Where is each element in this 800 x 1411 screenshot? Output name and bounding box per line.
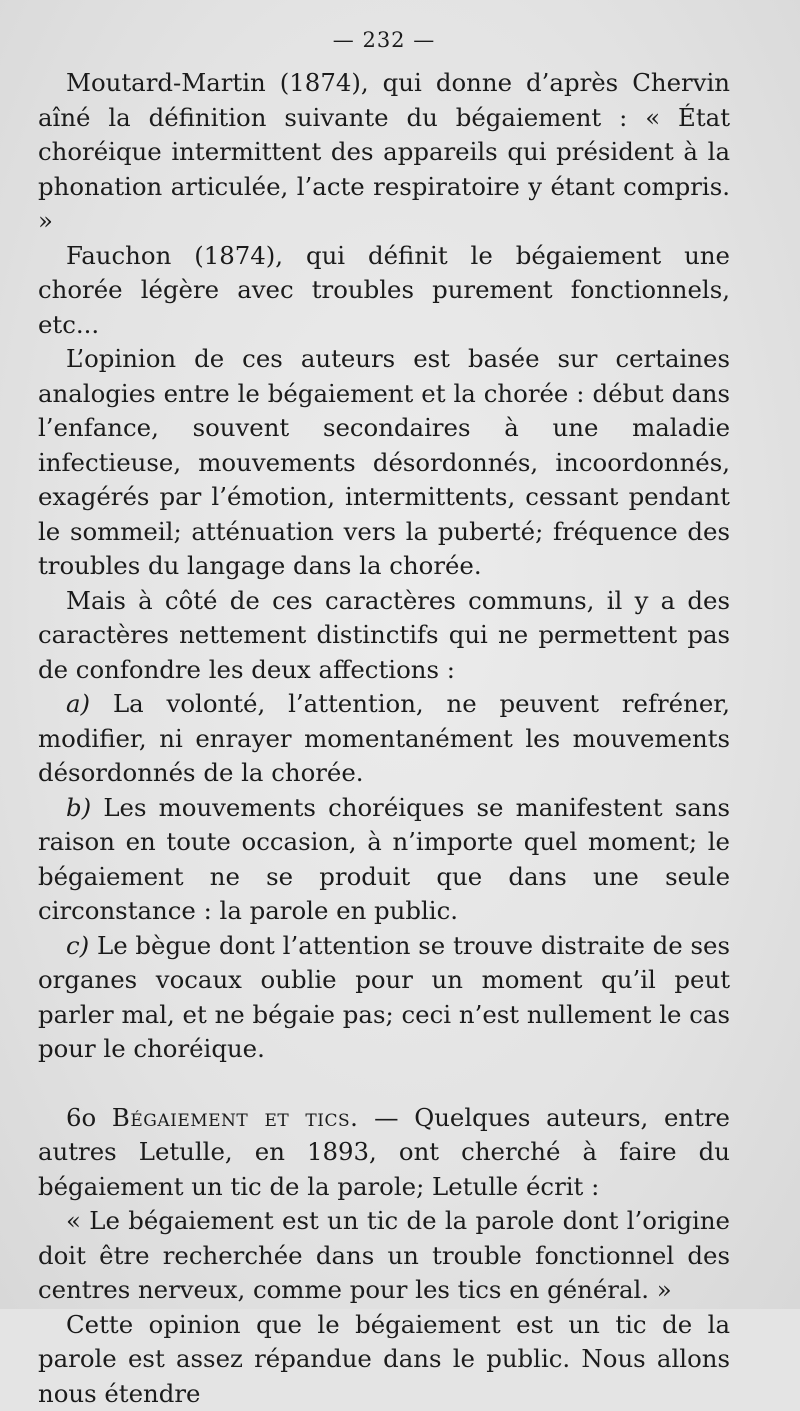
list-marker-c: c) (66, 931, 89, 960)
paragraph-analogies: L’opinion de ces auteurs est basée sur certaines analogies entre le bégaiement et la chorée : début dans l’enfance, souvent secondaires à une maladie infectieuse, mouvements désordonnés, incoordonnés, exagérés par l’émotion, intermittents, cessant pendant le sommeil; atténuation vers la puberté; fréquence des troubles du langage dans la chorée. (38, 342, 730, 584)
list-item-c (38, 929, 730, 1067)
page-number: — 232 — (38, 28, 730, 52)
section-begaiement-et-tics (38, 1101, 730, 1205)
list-marker-b: b) (66, 793, 91, 822)
section-text: Quelques auteurs, entre autres Letulle, en 1893, ont cherché à faire du bégaiement un tic de la parole; Letulle écrit : (38, 1103, 730, 1201)
paragraph-fauchon: Fauchon (1874), qui définit le bégaiement une chorée légère avec troubles purement fonctionnels, etc... (38, 239, 730, 343)
section-spacer (38, 1067, 730, 1101)
section-heading: Bégaiement et tics. (112, 1103, 358, 1132)
list-text-a: La volonté, l’attention, ne peuvent refréner, modifier, ni enrayer momentanément les mouvements désordonnés de la chorée. (38, 689, 730, 787)
section-dash: — (358, 1103, 414, 1132)
list-item-a (38, 687, 730, 791)
paragraph-closing: Cette opinion que le bégaiement est un tic de la parole est assez répandue dans le public. Nous allons nous étendre (38, 1308, 730, 1411)
list-marker-a: a) (66, 689, 90, 718)
section-number: 6o (66, 1103, 96, 1132)
paragraph-moutard-martin: Moutard-Martin (1874), qui donne d’après Chervin aîné la définition suivante du bégaiement : « État choréique intermittent des appareils qui président à la phonation articulée, l’acte respiratoire y étant compris. » (38, 66, 730, 239)
list-item-b (38, 791, 730, 929)
paragraph-distinctive-traits: Mais à côté de ces caractères communs, il y a des caractères nettement distinctifs qui ne permettent pas de confondre les deux affections : (38, 584, 730, 688)
list-text-b: Les mouvements choréiques se manifestent sans raison en toute occasion, à n’importe quel moment; le bégaiement ne se produit que dans une seule circonstance : la parole en public. (38, 793, 730, 926)
quote-letulle: « Le bégaiement est un tic de la parole dont l’origine doit être recherchée dans un trouble fonctionnel des centres nerveux, comme pour les tics en général. » (38, 1204, 730, 1308)
list-text-c: Le bègue dont l’attention se trouve distraite de ses organes vocaux oublie pour un moment qu’il peut parler mal, et ne bégaie pas; ceci n’est nullement le cas pour le choréique. (38, 931, 730, 1064)
